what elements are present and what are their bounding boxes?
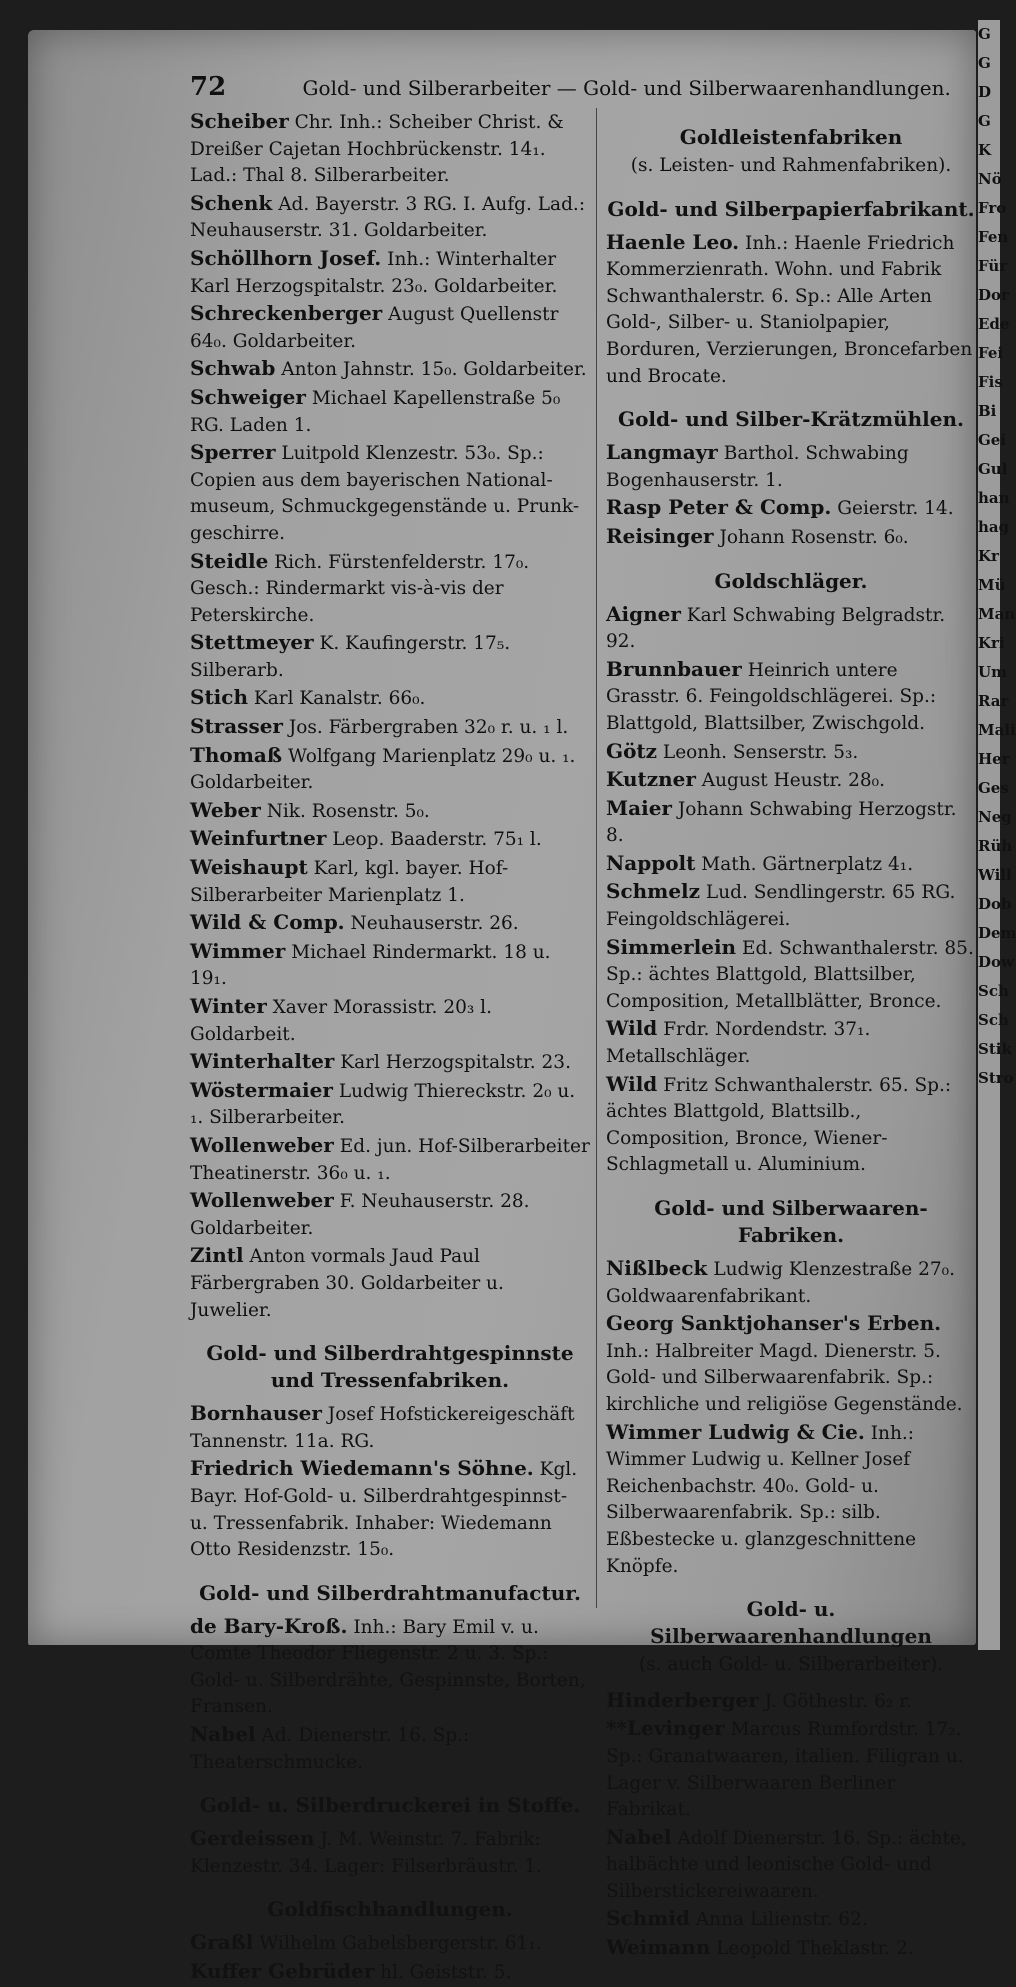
entry-details: Ed. Schwanthalerstr. 85. Sp.: ächtes Blattgold, Blattsilber, Composition, Metallblätter, Bronce.	[606, 937, 974, 1012]
entry-name: Schmelz	[606, 879, 701, 904]
directory-entry	[606, 1934, 976, 1963]
entry-name: Wild	[606, 1071, 658, 1096]
entry-details: Karl Kanalstr. 66₀.	[253, 688, 426, 710]
entry-details: J. M. Weinstr. 7. Fabrik: Klenzestr. 34. Lager: Filserbräustr. 1.	[190, 1829, 542, 1877]
entry-name: Wild & Comp.	[190, 910, 345, 935]
bleed-fragment: Dow	[978, 953, 1014, 971]
entry-details: Inh.: Haenle Friedrich Kommerzienrath. Wohn. und Fabrik Schwanthalerstr. 6. Sp.: Alle Arten Gold-, Silber- u. Staniolpapier, Borduren, Verzierungen, Broncefarben und Brocate.	[606, 232, 973, 387]
entry-details: Luitpold Klenzestr. 53₀. Sp.: Copien aus dem bayerischen National-museum, Schmuckgegenstände u. Prunk-geschirre.	[190, 443, 580, 544]
section-heading: Gold- u. Silberwaarenhandlungen	[650, 1597, 932, 1649]
directory-entry	[606, 523, 976, 552]
directory-entry	[190, 938, 590, 993]
entry-details: Leopold Theklastr. 2.	[716, 1938, 914, 1960]
directory-entry	[190, 713, 590, 742]
entry-details: Wolfgang Marienplatz 29₀ u. ₁. Goldarbeiter.	[190, 745, 576, 794]
entry-details: Johann Schwabing Herzogstr. 8.	[606, 798, 957, 847]
entry-name: Reisinger	[606, 523, 714, 548]
bleed-fragment: Mü	[978, 576, 1006, 594]
page-header	[190, 72, 980, 108]
directory-entry	[606, 878, 976, 933]
entry-details: Wilhelm Gabelsbergerstr. 61₁.	[259, 1933, 542, 1955]
directory-entry	[190, 439, 590, 547]
entry-details: Ludwig Thiereckstr. 2₀ u. ₁. Silberarbeiter.	[190, 1080, 576, 1129]
directory-entry	[190, 1400, 590, 1455]
section-heading: Gold- und Silberdrahtgespinnste und Tressenfabriken.	[206, 1341, 574, 1393]
entry-name: Thomaß	[190, 742, 283, 767]
bleed-fragment: Man	[978, 605, 1016, 623]
bleed-fragment: Ede	[978, 315, 1010, 333]
directory-entry	[190, 854, 590, 909]
entry-name: Weber	[190, 797, 261, 822]
entry-name: Schreckenberger	[190, 301, 383, 326]
entry-name: Kutzner	[606, 767, 696, 792]
entry-name: Wild	[606, 1016, 658, 1041]
directory-entry	[190, 384, 590, 439]
bleed-fragment: Stik	[978, 1040, 1012, 1058]
bleed-fragment: Dor	[978, 286, 1009, 304]
directory-entry	[190, 190, 590, 245]
entry-details: Ed. jun. Hof-Silberarbeiter Theatinerstr. 36₀ u. ₁.	[190, 1135, 590, 1184]
entry-details: Math. Gärtnerplatz 4₁.	[701, 853, 914, 875]
entry-details: Ludwig Klenzestraße 27₀. Goldwaarenfabrikant.	[606, 1259, 955, 1307]
entry-details: Karl Herzogspitalstr. 23.	[340, 1052, 571, 1074]
directory-entry	[190, 993, 590, 1048]
entry-name: Brunnbauer	[606, 656, 742, 681]
entry-name: Weinfurtner	[190, 826, 327, 851]
column-divider	[596, 108, 597, 1608]
entry-details: Ad. Bayerstr. 3 RG. I. Aufg. Lad.: Neuhauserstr. 31. Goldarbeiter.	[190, 193, 586, 242]
directory-entry	[190, 355, 590, 384]
entry-details: Josef Hofstickereigeschäft Tannenstr. 11a. RG.	[190, 1404, 575, 1452]
bleed-fragment: Kr	[978, 547, 999, 565]
directory-entry	[190, 548, 590, 630]
section-heading: Gold- u. Silberdruckerei in Stoffe.	[199, 1793, 581, 1818]
bleed-fragment: Sch	[978, 1011, 1009, 1029]
bleed-fragment: Gei	[978, 431, 1007, 449]
entry-name: Langmayr	[606, 440, 718, 465]
section-heading: Goldleistenfabriken	[679, 125, 903, 149]
directory-entry	[606, 1419, 976, 1581]
directory-entry	[190, 245, 590, 300]
directory-entry	[190, 1132, 590, 1187]
directory-entry	[606, 1255, 976, 1310]
directory-entry	[606, 795, 976, 850]
directory-entry	[190, 825, 590, 854]
entry-name: Nabel	[190, 1722, 256, 1747]
entry-name: Kuffer Gebrüder	[190, 1959, 375, 1984]
entry-name: Simmerlein	[606, 934, 737, 959]
directory-entry	[606, 439, 976, 494]
entry-details: Karl, kgl. bayer. Hof-Silberarbeiter Marienplatz 1.	[190, 858, 509, 906]
bleed-fragment: han	[978, 489, 1010, 507]
bleed-fragment: K	[978, 141, 992, 159]
entry-name: Graßl	[190, 1930, 254, 1955]
entry-name: Nappolt	[606, 850, 696, 875]
bleed-fragment: Nö	[978, 170, 1002, 188]
entry-name: Winterhalter	[190, 1049, 335, 1074]
entry-name: Nißlbeck	[606, 1256, 708, 1280]
entry-name: Haenle Leo.	[606, 229, 740, 254]
directory-entry	[190, 1825, 590, 1880]
entry-name: Schmid	[606, 1906, 690, 1931]
running-title: Gold- und Silberarbeiter — Gold- und Silberwaarenhandlungen.	[302, 76, 951, 100]
entry-name: Stich	[190, 685, 248, 710]
entry-details: Inh.: Bary Emil v. u. Comte Theodor Fliegenstr. 2 u. 3. Sp.: Gold- u. Silberdrähte, Gespinnste, Borten, Fransen.	[190, 1616, 586, 1718]
entry-details: Inh.: Winterhalter Karl Herzogspitalstr. 23₀. Goldarbeiter.	[190, 248, 558, 297]
directory-entry	[606, 934, 976, 1016]
entry-name: Sperrer	[190, 440, 276, 465]
bleed-fragment: Um	[978, 663, 1007, 681]
section-heading: Gold- und Silberdrahtmanufactur.	[199, 1580, 581, 1605]
entry-name: Wimmer Ludwig & Cie.	[606, 1419, 865, 1444]
entry-details: Fritz Schwanthalerstr. 65. Sp.: ächtes Blattgold, Blattsilb., Composition, Bronce, Wiener-Schlagmetall u. Aluminium.	[606, 1074, 952, 1176]
entry-name: Weimann	[606, 1935, 711, 1960]
bleed-fragment: Gul	[978, 460, 1008, 478]
section-note: (s. Leisten- und Rahmenfabriken).	[630, 155, 952, 176]
entry-details: Anna Lilienstr. 62.	[695, 1909, 868, 1931]
entry-name: Wimmer	[190, 938, 286, 963]
entry-details: Heinrich untere Grasstr. 6. Feingoldschlägerei. Sp.: Blattgold, Blattsilber, Zwischgold.	[606, 659, 937, 734]
directory-entry	[606, 738, 976, 767]
directory-entry	[190, 1613, 590, 1721]
directory-entry	[606, 1310, 976, 1418]
page-number: 72	[190, 72, 227, 102]
entry-name: Gerdeissen	[190, 1826, 315, 1851]
entry-name: de Bary-Kroß.	[190, 1613, 348, 1638]
bleed-fragment: Dem	[978, 924, 1016, 942]
bleed-fragment: Bi	[978, 402, 997, 420]
entry-name: Götz	[606, 738, 658, 763]
entry-name: Strasser	[190, 714, 283, 739]
directory-entry	[606, 1905, 976, 1934]
entry-details: Adolf Dienerstr. 16. Sp.: ächte, halbächte und leonische Gold- und Silberstickereiwaaren.	[606, 1827, 967, 1902]
bleed-fragment: Fro	[978, 199, 1007, 217]
directory-entry	[190, 684, 590, 713]
bleed-fragment: Fei	[978, 344, 1004, 362]
bleed-fragment: Sch	[978, 982, 1009, 1000]
entry-details: Jos. Färbergraben 32₀ r. u. ₁ l.	[288, 717, 569, 739]
directory-entry	[190, 909, 590, 938]
entry-name: Winter	[190, 994, 267, 1018]
bleed-fragment: Ges	[978, 779, 1009, 797]
entry-details: Lud. Sendlingerstr. 65 RG. Feingoldschlägerei.	[606, 882, 956, 931]
entry-name: Hinderberger	[606, 1687, 759, 1712]
entry-details: Barthol. Schwabing Bogenhauserstr. 1.	[606, 443, 909, 491]
directory-entry	[190, 1929, 590, 1958]
entry-details: Kgl. Bayr. Hof-Gold- u. Silberdrahtgespinnst- u. Tressenfabrik. Inhaber: Wiedemann Otto Residenzstr. 15₀.	[190, 1459, 578, 1561]
entry-name: Georg Sanktjohanser's Erben.	[606, 1311, 942, 1336]
directory-entry	[606, 1687, 976, 1716]
entry-name: Rasp Peter & Comp.	[606, 495, 832, 520]
entry-name: Bornhauser	[190, 1401, 322, 1426]
entry-name: Wollenweber	[190, 1188, 334, 1213]
entry-details: Neuhauserstr. 26.	[350, 913, 519, 935]
bleed-fragment: Rüh	[978, 837, 1013, 855]
directory-entry	[606, 1071, 976, 1179]
section-note: (s. auch Gold- u. Silberarbeiter).	[638, 1654, 944, 1676]
entry-name: Schöllhorn Josef.	[190, 245, 382, 270]
entry-details: Inh.: Halbreiter Magd. Dienerstr. 5. Gold- und Silberwaarenfabrik. Sp.: kirchliche und religiöse Gegenstände.	[606, 1340, 963, 1415]
entry-details: Inh.: Wimmer Ludwig u. Kellner Josef Reichenbachstr. 40₀. Gold- u. Silberwaarenfabrik. Sp.: silb. Eßbestecke u. glanzgeschnittene Knöpfe.	[606, 1422, 917, 1577]
bleed-fragment: hag	[978, 518, 1010, 536]
bleed-fragment: Kri	[978, 634, 1005, 652]
bleed-fragment: Neg	[978, 808, 1012, 826]
directory-entry	[190, 797, 590, 826]
bleed-fragment: D	[978, 83, 992, 101]
entry-details: Michael Kapellenstraße 5₀ RG. Laden 1.	[190, 387, 561, 436]
directory-entry	[190, 1958, 590, 1987]
bleed-fragment: G	[978, 25, 991, 43]
directory-entry	[190, 1048, 590, 1077]
entry-name: **Levinger	[606, 1716, 725, 1741]
directory-entry	[606, 229, 976, 391]
entry-details: Leop. Baaderstr. 75₁ l.	[332, 829, 542, 851]
entry-details: Geierstr. 14.	[837, 498, 954, 520]
entry-name: Stettmeyer	[190, 630, 314, 655]
directory-entry	[190, 1455, 590, 1563]
entry-details: Xaver Morassistr. 20₃ l. Goldarbeit.	[190, 997, 492, 1045]
entry-name: Schenk	[190, 190, 273, 215]
left-column	[190, 108, 590, 1987]
entry-details: Nik. Rosenstr. 5₀.	[266, 800, 430, 822]
entry-details: Frdr. Nordendstr. 37₁. Metallschläger.	[606, 1019, 871, 1068]
entry-details: Karl Schwabing Belgradstr. 92.	[606, 604, 946, 653]
entry-name: Scheiber	[190, 109, 289, 133]
directory-entry	[606, 1015, 976, 1070]
directory-entry	[606, 1715, 976, 1823]
entry-name: Friedrich Wiedemann's Söhne.	[190, 1456, 534, 1481]
directory-entry	[606, 766, 976, 795]
entry-details: Johann Rosenstr. 6₀.	[719, 526, 909, 548]
directory-entry	[606, 850, 976, 879]
entry-name: Schwab	[190, 356, 276, 381]
entry-details: K. Kaufingerstr. 17₅. Silberarb.	[190, 633, 511, 681]
section-heading: Gold- und Silber-Krätzmühlen.	[617, 407, 965, 432]
entry-details: J. Göthestr. 6₂ r.	[764, 1690, 912, 1712]
directory-entry	[606, 494, 976, 523]
entry-name: Schweiger	[190, 384, 306, 409]
directory-entry	[190, 1187, 590, 1242]
right-column	[606, 108, 976, 1963]
entry-details: Marcus Rumfordstr. 17₂. Sp.: Granatwaaren, italien. Filigran u. Lager v. Silberwaaren Berliner Fabrikat.	[606, 1719, 964, 1821]
directory-entry	[190, 300, 590, 355]
section-heading: Gold- und Silberpapierfabrikant.	[607, 196, 975, 221]
entry-details: Leonh. Senserstr. 5₃.	[662, 741, 859, 763]
directory-entry	[190, 108, 590, 190]
entry-name: Nabel	[606, 1824, 672, 1849]
directory-entry	[606, 1824, 976, 1906]
directory-entry	[190, 1721, 590, 1776]
directory-entry	[190, 1242, 590, 1324]
directory-entry	[606, 656, 976, 738]
bleed-fragment: Für	[978, 257, 1008, 275]
entry-name: Aigner	[606, 601, 681, 626]
entry-details: August Heustr. 28₀.	[701, 770, 885, 792]
bleed-fragment: Stro	[978, 1069, 1014, 1087]
bleed-fragment: Fis	[978, 373, 1003, 391]
entry-details: Michael Rindermarkt. 18 u. 19₁.	[190, 941, 551, 990]
directory-entry	[190, 629, 590, 684]
bleed-fragment: Will	[978, 866, 1012, 884]
bleed-fragment: Fen	[978, 228, 1009, 246]
bleed-fragment: G	[978, 54, 991, 72]
bleed-fragment: Her	[978, 750, 1010, 768]
directory-entry	[190, 1077, 590, 1132]
entry-details: Anton vormals Jaud Paul Färbergraben 30. Goldarbeiter u. Juwelier.	[190, 1246, 504, 1321]
entry-details: Ad. Dienerstr. 16. Sp.: Theaterschmucke.	[190, 1725, 470, 1773]
adjacent-page-edge	[978, 20, 1016, 1650]
bleed-fragment: G	[978, 112, 991, 130]
section-heading: Goldfischhandlungen.	[267, 1897, 513, 1922]
entry-details: Anton Jahnstr. 15₀. Goldarbeiter.	[281, 359, 587, 381]
entry-name: Zintl	[190, 1243, 244, 1268]
entry-name: Wollenweber	[190, 1132, 334, 1157]
bleed-fragment: Rar	[978, 692, 1009, 710]
entry-details: hl. Geiststr. 5.	[380, 1962, 512, 1984]
entry-name: Steidle	[190, 548, 269, 573]
entry-name: Weishaupt	[190, 855, 308, 880]
directory-entry	[606, 601, 976, 656]
entry-details: August Quellenstr 64₀. Goldarbeiter.	[190, 304, 559, 352]
bleed-fragment: Dob	[978, 895, 1012, 913]
entry-details: Rich. Fürstenfelderstr. 17₀. Gesch.: Rindermarkt vis-à-vis der Peterskirche.	[190, 551, 530, 626]
entry-details: Chr. Inh.: Scheiber Christ. & Dreißer Cajetan Hochbrückenstr. 14₁. Lad.: Thal 8. Silberarbeiter.	[190, 112, 564, 187]
section-heading: Gold- und Silberwaaren-Fabriken.	[654, 1196, 928, 1247]
entry-name: Wöstermaier	[190, 1077, 333, 1102]
bleed-fragment: Mali	[978, 721, 1016, 739]
entry-name: Maier	[606, 795, 672, 820]
section-heading: Goldschläger.	[714, 568, 868, 593]
entry-details: F. Neuhauserstr. 28. Goldarbeiter.	[190, 1191, 530, 1239]
directory-entry	[190, 742, 590, 797]
